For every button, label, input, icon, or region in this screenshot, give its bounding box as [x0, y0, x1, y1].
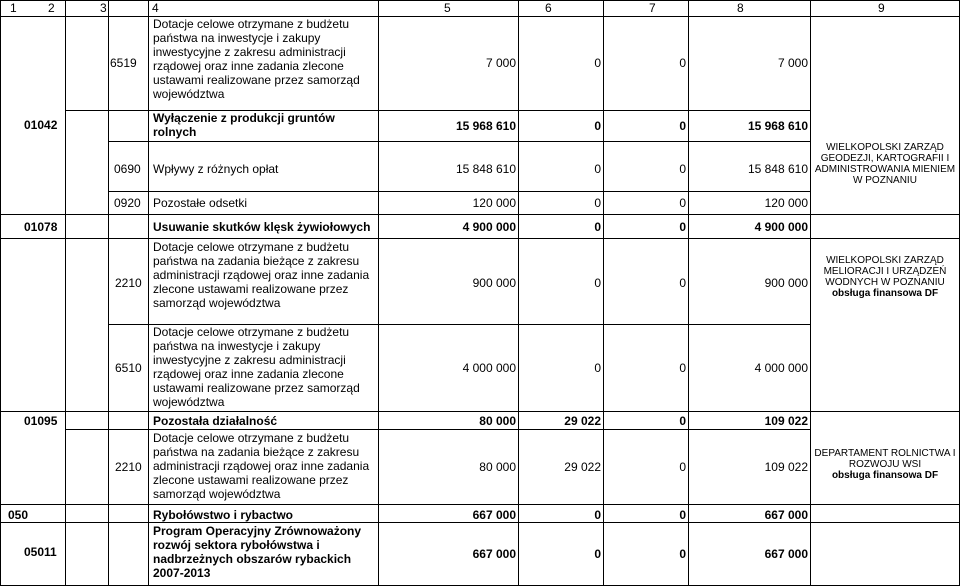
rule: [518, 0, 519, 586]
row-col5-value: 4 000 000: [462, 361, 516, 375]
row-col5-value: 4 900 000: [462, 220, 516, 234]
row-description: Dotacje celowe otrzymane z budżetu państwa na zadania bieżące z zakresu administracji rządowej oraz inne zadania zlecone ustawami realizowane przez samorząd województwa: [153, 431, 370, 501]
rule: [0, 0, 960, 1]
row-col6-value: 0: [594, 119, 601, 133]
row-description: Rybołówstwo i rybactwo: [153, 508, 294, 522]
rule: [0, 504, 960, 505]
row-description: Pozostałe odsetki: [153, 196, 248, 210]
row-code: 05011: [24, 545, 57, 559]
rule: [0, 238, 960, 239]
rule: [148, 0, 149, 586]
rule: [378, 0, 379, 586]
row-col8-value: 109 022: [764, 460, 808, 474]
row-col7-value: 0: [679, 460, 686, 474]
row-col5-value: 80 000: [479, 460, 516, 474]
rule: [65, 0, 66, 586]
row-col7-value: 0: [679, 547, 686, 561]
rule: [0, 16, 960, 17]
rule: [0, 214, 960, 215]
row-col8-value: 4 900 000: [754, 220, 808, 234]
row-col6-value: 0: [594, 276, 601, 290]
row-code: 01078: [24, 220, 58, 234]
row-description: Usuwanie skutków klęsk żywiołowych: [153, 220, 371, 234]
header-col-3: 3: [100, 1, 107, 15]
rule: [108, 191, 810, 192]
row-col6-value: 0: [594, 508, 601, 522]
header-col-1: 1: [10, 1, 17, 15]
row-col8-value: 7 000: [777, 56, 808, 70]
row-col7-value: 0: [679, 196, 686, 210]
unit-melioracje-finance: obsługa finansowa DF: [831, 288, 939, 299]
row-col5-value: 667 000: [472, 547, 516, 561]
row-col6-value: 0: [594, 547, 601, 561]
row-col8-value: 109 022: [764, 414, 808, 428]
row-code: 01095: [24, 414, 58, 428]
rule: [0, 522, 960, 523]
unit-geodezja: WIELKOPOLSKI ZARZĄD GEODEZJI, KARTOGRAFII I ADMINISTROWANIA MIENIEM W POZNANIU: [814, 142, 956, 186]
row-col7-value: 0: [679, 414, 686, 428]
row-col5-value: 15 968 610: [455, 119, 516, 133]
row-col8-value: 667 000: [764, 508, 808, 522]
unit-rolnictwo-name: DEPARTAMENT ROLNICTWA I ROZWOJU WSI: [814, 448, 956, 470]
header-col-6: 6: [545, 1, 552, 15]
row-col7-value: 0: [679, 361, 686, 375]
row-description: Pozostała działalność: [153, 414, 278, 428]
header-col-4: 4: [152, 1, 159, 15]
row-description: Dotacje celowe otrzymane z budżetu państwa na inwestycje i zakupy inwestycyjne z zakresu administracji rządowej oraz inne zadania zlecone ustawami realizowane przez samorząd województwa: [153, 17, 360, 101]
row-code: 6519: [110, 56, 137, 70]
row-description: Program Operacyjny Zrównoważony rozwój sektora rybołówstwa i nadbrzeżnych obszarów rybackich 2007-2013: [153, 524, 362, 580]
row-col6-value: 0: [594, 220, 601, 234]
row-col7-value: 0: [679, 508, 686, 522]
row-col8-value: 15 848 610: [747, 162, 808, 176]
unit-rolnictwo: [812, 448, 958, 481]
rule: [0, 0, 1, 586]
row-col6-value: 29 022: [564, 414, 601, 428]
rule: [688, 0, 689, 586]
row-col8-value: 120 000: [764, 196, 808, 210]
rule: [603, 0, 604, 586]
row-code: 0690: [114, 162, 141, 176]
header-col-2: 2: [48, 1, 55, 15]
header-col-7: 7: [649, 1, 656, 15]
row-code: 050: [8, 508, 29, 522]
row-description: Wyłączenie z produkcji gruntów rolnych: [153, 111, 335, 139]
row-col7-value: 0: [679, 276, 686, 290]
row-code: 01042: [24, 118, 58, 132]
row-col7-value: 0: [679, 162, 686, 176]
header-col-9: 9: [878, 1, 885, 15]
unit-melioracje-name: WIELKOPOLSKI ZARZĄD MELIORACJI I URZĄDZEŃ WODNYCH W POZNANIU: [823, 255, 947, 288]
rule: [108, 0, 109, 586]
row-col5-value: 120 000: [472, 196, 516, 210]
row-code: 0920: [114, 196, 141, 210]
row-col7-value: 0: [679, 119, 686, 133]
rule: [108, 141, 810, 142]
row-code: 2210: [115, 276, 142, 290]
row-col8-value: 667 000: [764, 547, 808, 561]
row-col6-value: 0: [594, 162, 601, 176]
row-col6-value: 0: [594, 361, 601, 375]
rule: [810, 0, 811, 586]
row-col8-value: 900 000: [764, 276, 808, 290]
row-col5-value: 80 000: [479, 414, 516, 428]
row-code: 6510: [115, 361, 142, 375]
row-col6-value: 0: [594, 196, 601, 210]
row-col8-value: 4 000 000: [754, 361, 808, 375]
row-description: Dotacje celowe otrzymane z budżetu państwa na zadania bieżące z zakresu administracji rządowej oraz inne zadania zlecone ustawami realizowane przez samorząd województwa: [153, 240, 370, 310]
row-code: 2210: [115, 460, 142, 474]
row-col8-value: 15 968 610: [747, 119, 808, 133]
unit-rolnictwo-finance: obsługa finansowa DF: [831, 470, 939, 481]
row-description: Dotacje celowe otrzymane z budżetu państwa na inwestycje i zakupy inwestycyjne z zakresu administracji rządowej oraz inne zadania zlecone ustawami realizowane przez samorząd województwa: [153, 325, 360, 409]
row-col5-value: 7 000: [485, 56, 516, 70]
rule: [65, 429, 810, 430]
row-col5-value: 900 000: [472, 276, 516, 290]
unit-melioracje: [814, 255, 956, 299]
row-col5-value: 667 000: [472, 508, 516, 522]
rule: [0, 411, 960, 412]
row-col7-value: 0: [679, 220, 686, 234]
row-col7-value: 0: [679, 56, 686, 70]
row-col5-value: 15 848 610: [455, 162, 516, 176]
header-col-5: 5: [444, 1, 451, 15]
row-col6-value: 29 022: [564, 460, 601, 474]
header-col-8: 8: [737, 1, 744, 15]
row-description: Wpływy z różnych opłat: [153, 162, 279, 176]
row-col6-value: 0: [594, 56, 601, 70]
